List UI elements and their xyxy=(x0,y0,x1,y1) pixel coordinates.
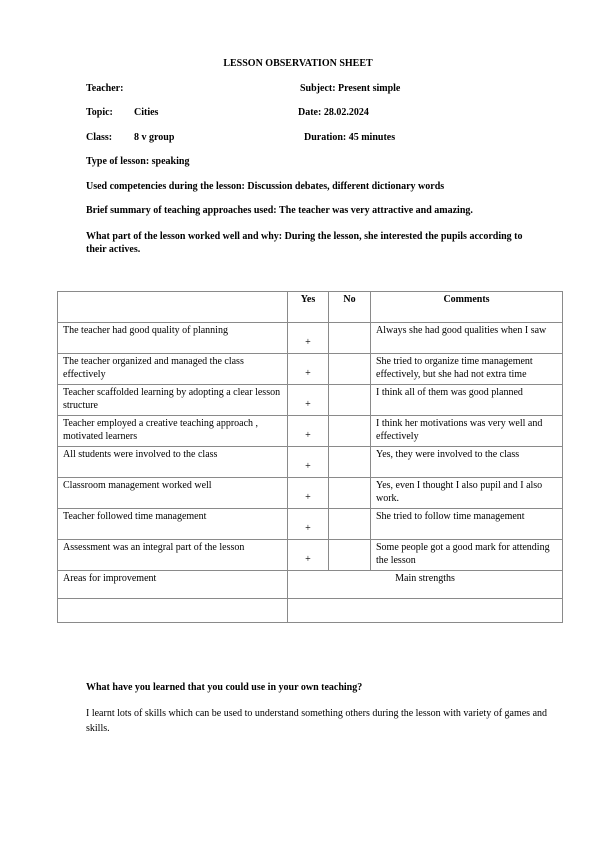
table-row xyxy=(58,478,563,509)
table-row xyxy=(58,385,563,416)
comment-cell: Yes, they were involved to the class xyxy=(371,447,563,478)
no-cell xyxy=(329,416,371,447)
yes-cell: + xyxy=(288,323,329,354)
criterion-cell: Teacher followed time management xyxy=(58,509,288,540)
date-field: Date: 28.02.2024 xyxy=(298,107,369,118)
criterion-cell: Assessment was an integral part of the lesson xyxy=(58,540,288,571)
comment-cell: I think her motivations was very well and effectively xyxy=(371,416,563,447)
table-row xyxy=(58,509,563,540)
criterion-cell: Teacher employed a creative teaching approach , motivated learners xyxy=(58,416,288,447)
comment-cell: Yes, even I thought I also pupil and I also work. xyxy=(371,478,563,509)
table-row xyxy=(58,540,563,571)
main-strengths-label: Main strengths xyxy=(288,571,563,599)
comment-cell: Some people got a good mark for attending the lesson xyxy=(371,540,563,571)
comment-cell: She tried to follow time management xyxy=(371,509,563,540)
no-cell xyxy=(329,354,371,385)
subject-field: Subject: Present simple xyxy=(300,83,401,94)
worked-well: What part of the lesson worked well and why: During the lesson, she interested the pupils according to their actives. xyxy=(86,231,523,255)
yes-cell: + xyxy=(288,447,329,478)
yes-cell: + xyxy=(288,478,329,509)
no-cell xyxy=(329,323,371,354)
type-of-lesson: Type of lesson: speaking xyxy=(86,156,190,167)
criterion-cell: The teacher had good quality of planning xyxy=(58,323,288,354)
comments-header: Comments xyxy=(371,292,563,323)
criterion-cell: All students were involved to the class xyxy=(58,447,288,478)
topic-value: Cities xyxy=(134,107,159,118)
no-cell xyxy=(329,540,371,571)
class-label: Class: xyxy=(86,132,113,143)
observation-table xyxy=(57,291,563,623)
criterion-cell: The teacher organized and managed the class effectively xyxy=(58,354,288,385)
no-header: No xyxy=(329,292,371,323)
teaching-summary: Brief summary of teaching approaches used: The teacher was very attractive and amazing. xyxy=(86,205,473,216)
competencies: Used competencies during the lesson: Discussion debates, different dictionary words xyxy=(86,181,445,192)
no-cell xyxy=(329,447,371,478)
criterion-header xyxy=(58,292,288,323)
table-header-row xyxy=(58,292,563,323)
areas-for-improvement-entry xyxy=(58,599,288,623)
class-value: 8 v group xyxy=(134,132,175,143)
teacher-label: Teacher: xyxy=(86,83,124,94)
improvement-strengths-entry-row xyxy=(58,599,563,623)
yes-cell: + xyxy=(288,416,329,447)
reflection-answer: I learnt lots of skills which can be used to understand something others during the lesson with variety of games and skills. xyxy=(86,708,548,734)
no-cell xyxy=(329,478,371,509)
comment-cell: I think all of them was good planned xyxy=(371,385,563,416)
table-row xyxy=(58,354,563,385)
yes-cell: + xyxy=(288,509,329,540)
reflection-question: What have you learned that you could use in your own teaching? xyxy=(86,682,363,693)
table-row xyxy=(58,323,563,354)
main-strengths-entry xyxy=(288,599,563,623)
criterion-cell: Teacher scaffolded learning by adopting a clear lesson structure xyxy=(58,385,288,416)
table-row xyxy=(58,447,563,478)
yes-cell: + xyxy=(288,540,329,571)
yes-cell: + xyxy=(288,354,329,385)
duration-field: Duration: 45 minutes xyxy=(304,132,396,143)
topic-label: Topic: xyxy=(86,107,113,118)
page-title: LESSON OBSERVATION SHEET xyxy=(223,58,373,69)
yes-cell: + xyxy=(288,385,329,416)
areas-for-improvement-label: Areas for improvement xyxy=(58,571,288,599)
yes-header: Yes xyxy=(288,292,329,323)
improvement-strengths-header-row xyxy=(58,571,563,599)
no-cell xyxy=(329,385,371,416)
comment-cell: Always she had good qualities when I saw xyxy=(371,323,563,354)
table-row xyxy=(58,416,563,447)
no-cell xyxy=(329,509,371,540)
comment-cell: She tried to organize time management effectively, but she had not extra time xyxy=(371,354,563,385)
criterion-cell: Classroom management worked well xyxy=(58,478,288,509)
